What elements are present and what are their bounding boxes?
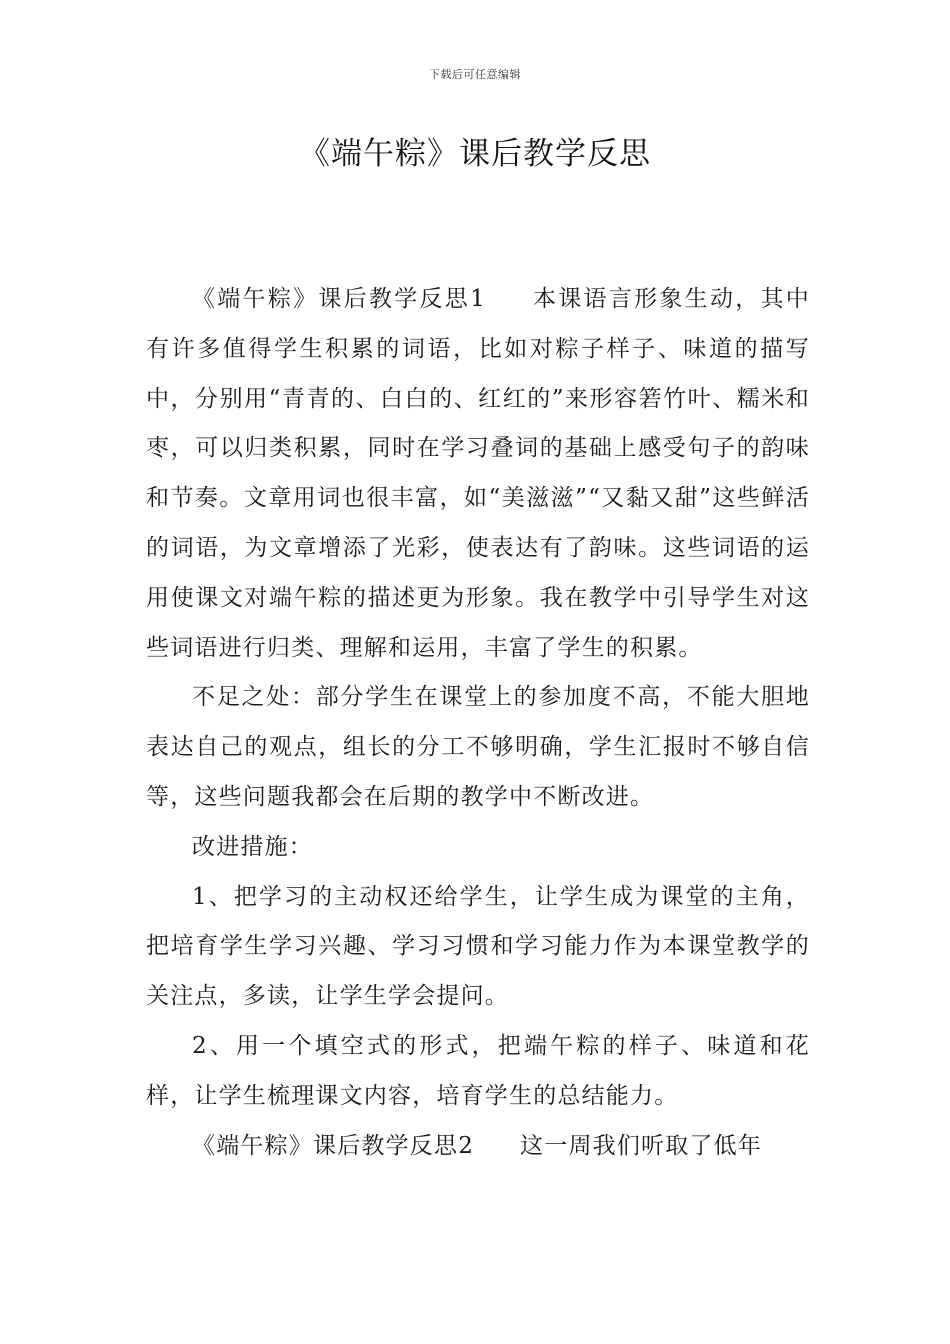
paragraph-improvement-2: 2、用一个填空式的形式，把端午粽的样子、味道和花样，让学生梳理课文内容，培育学生的总结能力。 (146, 1032, 810, 1109)
paragraph-text: 本课语言形象生动，其中有许多值得学生积累的词语，比如对粽子样子、味道的描写中，分别用“青青的、白白的、红红的”来形容箬竹叶、糯米和枣，可以归类积累，同时在学习叠词的基础上感受句子的韵味和节奏。文章用词也很丰富，如“美滋滋”“又黏又甜”这些鲜活的词语，为文章增添了光彩，使表达有了韵味。这些词语的运用使课文对端午粽的描述更为形象。我在教学中引导学生对这些词语进行归类、理解和运用，丰富了学生的积累。 (146, 286, 810, 661)
section-heading-2: 《端午粽》课后教学反思2 (192, 1132, 475, 1159)
document-title: 《端午粽》课后教学反思 (299, 136, 651, 172)
paragraph-text: 这一周我们听取了低年 (520, 1132, 763, 1159)
paragraph-improvement-1: 1、把学习的主动权还给学生，让学生成为课堂的主角，把培育学生学习兴趣、学习习惯和学习能力作为本课堂教学的关注点，多读，让学生学会提问。 (146, 883, 810, 1010)
paragraph-improvement-heading: 改进措施： (192, 833, 313, 860)
document-body (146, 275, 810, 1171)
paragraph-reflection-1 (146, 275, 810, 673)
section-heading-1: 《端午粽》课后教学反思1 (192, 286, 486, 312)
paragraph-reflection-2 (146, 1122, 810, 1172)
paragraph-shortcomings: 不足之处：部分学生在课堂上的参加度不高，不能大胆地表达自己的观点，组长的分工不够明确，学生汇报时不够自信等，这些问题我都会在后期的教学中不断改进。 (146, 684, 810, 810)
header-note: 下载后可任意编辑 (429, 68, 521, 81)
